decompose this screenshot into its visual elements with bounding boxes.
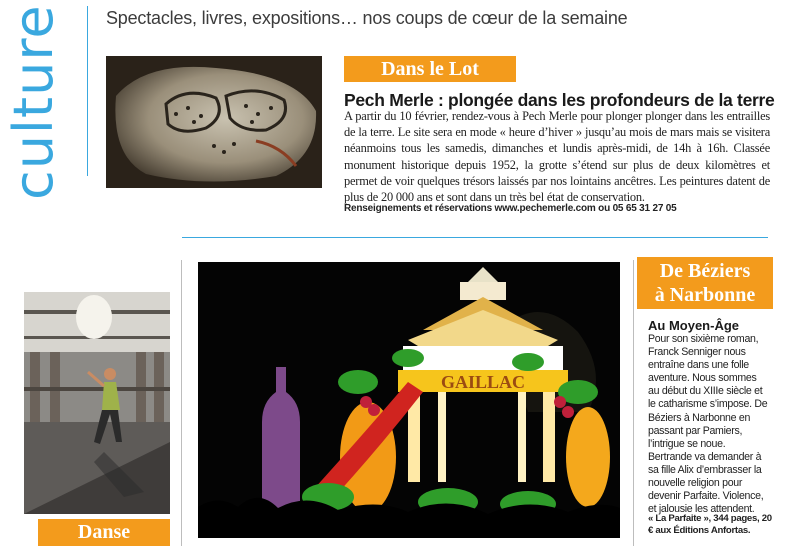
cave-painting-photo bbox=[106, 56, 322, 188]
book-article-title: Au Moyen-Âge bbox=[648, 318, 739, 333]
article-info-line: Renseignements et réservations www.pechemerle.com ou 05 65 31 27 05 bbox=[344, 203, 677, 214]
tag-line-2: à Narbonne bbox=[654, 284, 756, 306]
lantern-festival-photo bbox=[198, 262, 620, 538]
category-tag-beziers bbox=[637, 257, 773, 309]
dance-photo bbox=[24, 292, 170, 514]
lantern-sign-text: GAILLAC bbox=[440, 372, 526, 392]
section-divider-vertical bbox=[87, 6, 88, 176]
article-body: A partir du 10 février, rendez-vous à Pech Merle pour plonger plonger dans les entrailles de la terre. Le site sera en mode « heure d’hiver » jusqu’au mois de mars mais se visitera néanmoins tous les samedis, dimanches et lundis après-midi, de 14h à 16h. Classée monument historique depuis 1952, la grotte s’étend sur plus de deux kilomètres et permet de voir quelques trésors laissés par nos lointains ancêtres. Les peintures datent de plus de 20 000 ans et sont dans un très bel état de conservation. bbox=[344, 109, 770, 205]
column-divider-left bbox=[181, 260, 182, 546]
section-divider-horizontal bbox=[182, 237, 768, 238]
category-tag-lot: Dans le Lot bbox=[344, 56, 516, 82]
header-tagline: Spectacles, livres, expositions… nos coups de cœur de la semaine bbox=[106, 8, 628, 28]
column-divider-right bbox=[633, 260, 634, 546]
category-tag-danse: Danse bbox=[38, 519, 170, 546]
book-article-body: Pour son sixième roman, Franck Senniger nous entraîne dans une folle aventure. Nous sommes au début du XIIIe siècle et le catharisme s’impose. De Béziers à Narbonne en passant par Pamiers, l’intrigue se noue. Bertrande va demander à sa fille Alix d’embrasser la nouvelle religion pour devenir Parfaite. Violence, et jalousie les attendent. bbox=[648, 333, 768, 516]
book-info-line: « La Parfaite », 344 pages, 20 € aux Éditions Anfortas. bbox=[648, 513, 772, 536]
article-title: Pech Merle : plongée dans les profondeurs de la terre bbox=[344, 90, 775, 110]
tag-line-1: De Béziers bbox=[659, 260, 751, 282]
section-label: culture bbox=[2, 4, 65, 200]
